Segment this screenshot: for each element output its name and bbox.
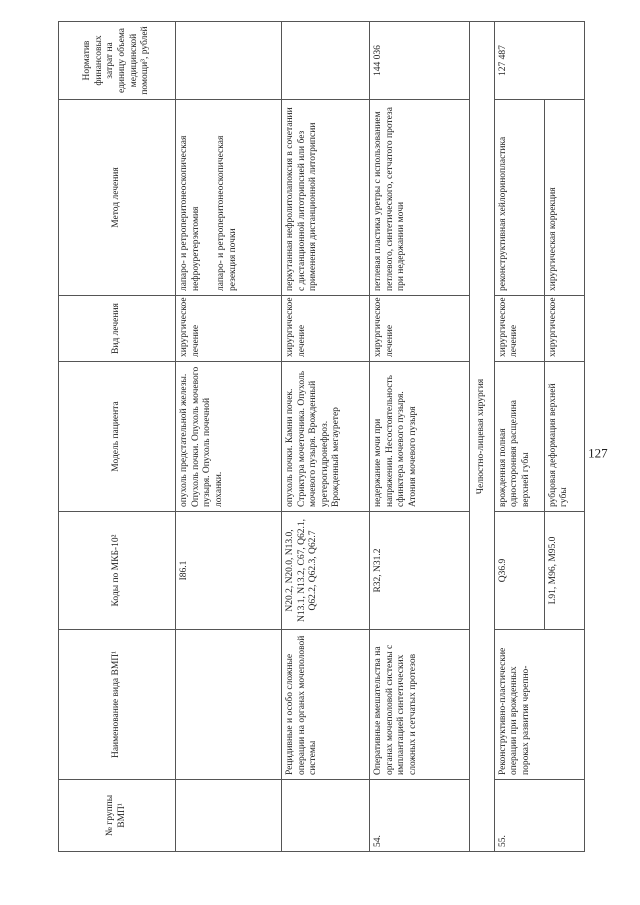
model-cell: недержание мочи при напряжении. Несостоятельность сфинктера мочевого пузыря. Атония мочевого пузыря — [370, 362, 470, 512]
header-row — [59, 22, 176, 852]
codes-cell: R32, N31.2 — [370, 512, 470, 630]
model-cell: рубцовая деформация верхней губы — [544, 362, 584, 512]
table-row — [370, 22, 470, 852]
type-cell: хирургическое лечение — [370, 296, 470, 362]
header-num: № группы ВМП¹ — [59, 780, 176, 852]
section-title: Челюстно-лицевая хирургия — [470, 22, 495, 852]
type-cell: хирургическое — [544, 296, 584, 362]
method-cell: петлевая пластика уретры с использованием петлевого, синтетического, сетчатого протеза при недержании мочи — [370, 100, 470, 296]
method-cell — [176, 100, 282, 296]
type-cell: хирургическое лечение — [282, 296, 370, 362]
model-cell: врожденная полная односторонняя расщелина верхней губы — [494, 362, 544, 512]
header-codes: Коды по МКБ-10² — [59, 512, 176, 630]
model-cell: опухоль почки. Камни почек. Стриктура мочеточника. Опухоль мочевого пузыря. Врожденный уретерогидронефроз. Врожденный мегауретер — [282, 362, 370, 512]
table-row — [494, 22, 544, 852]
header-name: Наименование вида ВМП¹ — [59, 630, 176, 780]
method-cell: перкутанная нефролитолапоксия в сочетании с дистанционной литотрипсией или без применения дистанционной литотрипсии — [282, 100, 370, 296]
table-row — [282, 22, 370, 852]
codes-cell: I86.1 — [176, 512, 282, 630]
header-method: Метод лечения — [59, 100, 176, 296]
method-cell: реконструктивная хейлоринопластика — [494, 100, 544, 296]
type-cell: хирургическое лечение — [176, 296, 282, 362]
page-number: 127 — [588, 445, 608, 461]
vmp-table — [58, 21, 585, 852]
table-row — [176, 22, 282, 852]
codes-cell: N20.2, N20.0, N13.0, N13.1, N13.2, C67, Q62.1, Q62.2, Q62.3, Q62.7 — [282, 512, 370, 630]
type-cell: хирургическое лечение — [494, 296, 544, 362]
method-item: лапаро- и ретроперитонеоскопическая нефроуретерэктомия — [179, 135, 201, 291]
codes-cell: L91, M96, M95.0 — [544, 512, 584, 630]
section-row — [470, 22, 495, 852]
header-type: Вид лечения — [59, 296, 176, 362]
method-item: лапаро- и ретроперитонеоскопическая резекция почки — [216, 135, 238, 291]
codes-cell: Q36.9 — [494, 512, 544, 630]
name-cell: Оперативные вмешательства на органах мочеполовой системы с имплантацией синтетических сложных и сетчатых протезов — [370, 630, 470, 780]
num-cell: 54. — [370, 780, 470, 852]
method-cell: хирургическая коррекция — [544, 100, 584, 296]
name-cell: Реконструктивно-пластические операции при врожденных пороках развития черепно- — [494, 630, 584, 780]
header-model: Модель пациента — [59, 362, 176, 512]
norm-cell: 127 487 — [494, 22, 584, 100]
num-cell: 55. — [494, 780, 584, 852]
name-cell: Рецидивные и особо сложные операции на органах мочеполовой системы — [282, 630, 370, 780]
norm-cell: 144 036 — [370, 22, 470, 100]
model-cell: опухоль предстательной железы. Опухоль почки. Опухоль мочевого пузыря. Опухоль почечной лоханки. — [176, 362, 282, 512]
header-norm: Норматив финансовых затрат на единицу объема медицинской помощи³, рублей — [59, 22, 176, 100]
